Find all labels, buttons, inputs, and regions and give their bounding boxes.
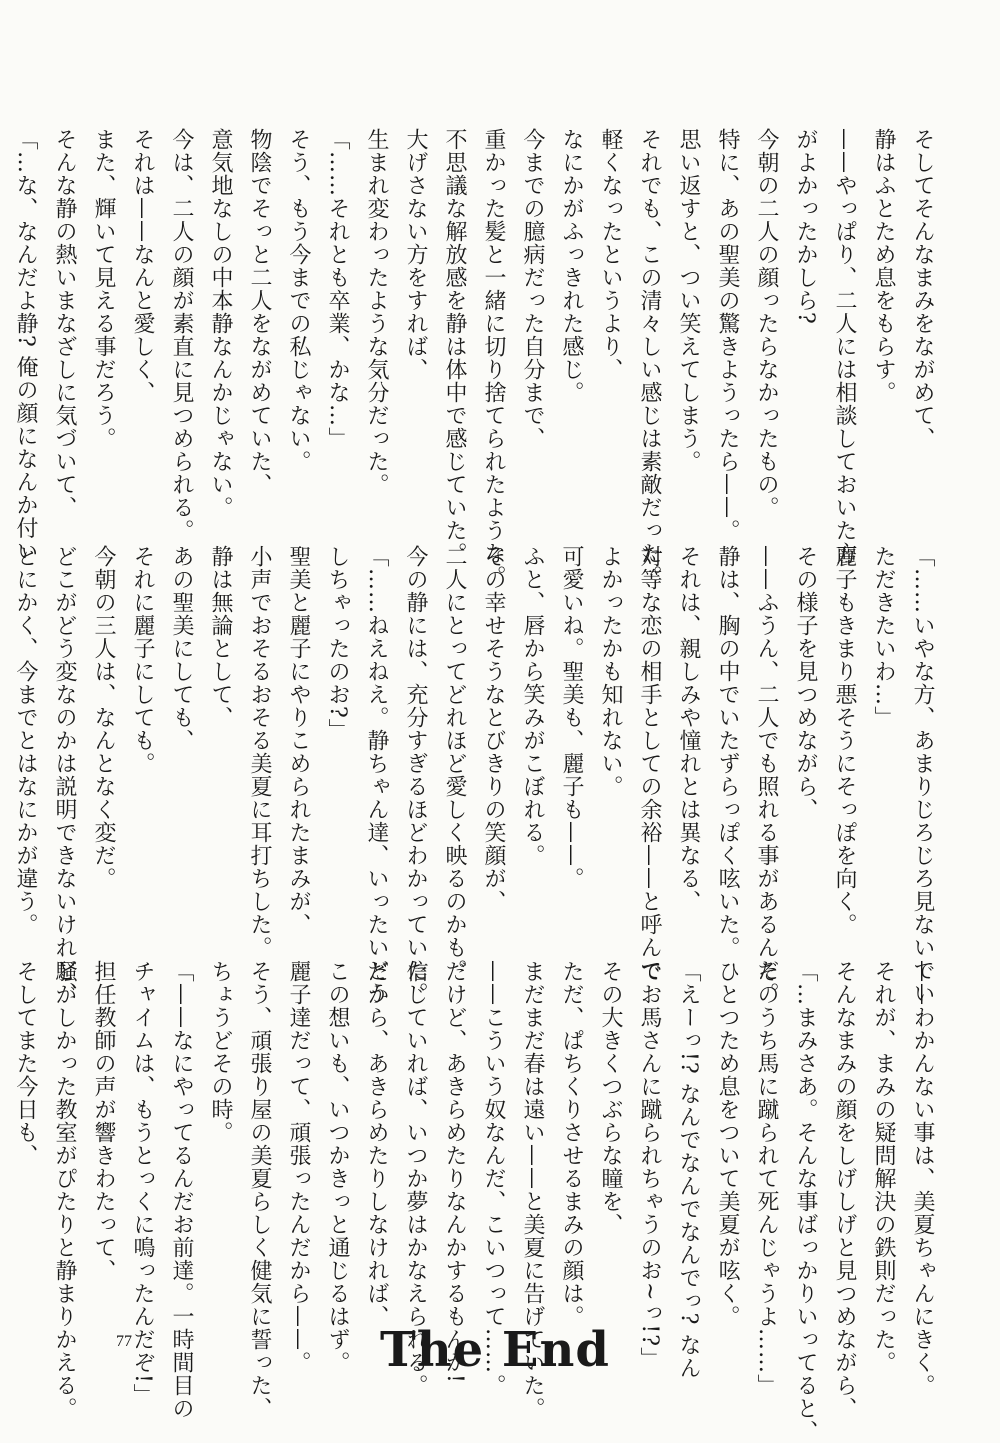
text-line: その大きくつぶらな瞳を、 (598, 960, 623, 1236)
text-line: そのうち馬に蹴られて死んじゃうよ……」 (754, 960, 779, 1397)
text-line: 「えーっ!? なんでなんでなんでっ? なん (676, 960, 701, 1380)
text-line: ——こういう奴なんだ、こいつって……。 (481, 960, 506, 1397)
text-line: それでも、この清々しい感じは素敵だった。 (637, 128, 662, 588)
text-line: あの聖美にしても、 (169, 545, 194, 752)
text-line: とにかく、今までとはなにかが違う。 (13, 545, 38, 936)
text-line: ただ、ぱちくりさせるまみの顔は。 (559, 960, 584, 1328)
text-line: 意気地なしの中本静なんかじゃない。 (208, 128, 233, 519)
text-line: その幸せそうなとびきりの笑顔が、 (481, 545, 506, 913)
text-line: どこがどう変なのかは説明できないけれど、 (52, 545, 77, 1005)
text-line: 聖美と麗子にやりこめられたまみが、 (286, 545, 311, 936)
text-line: それは——なんと愛しく、 (130, 128, 155, 404)
text-line: ただきたいわ…」 (871, 545, 896, 729)
text-line (0, 960, 4, 1443)
text-line: 麗子達だって、頑張ったんだから——。 (286, 960, 311, 1374)
text-line: 「……いやな方、あまりじろじろ見ないでい (910, 545, 935, 1005)
text-line: それが、まみの疑問解決の鉄則だった。 (871, 960, 896, 1374)
text-line: そう、もう今までの私じゃない。 (286, 128, 311, 473)
text-line: ひとつため息をついて美夏が呟く。 (715, 960, 740, 1328)
text-line: しちゃったのお?」 (325, 545, 350, 742)
text-line: 不思議な解放感を静は体中で感じていた。 (442, 128, 467, 565)
text-line: 今朝の三人は、なんとなく変だ。 (91, 545, 116, 890)
text-line: 担任教師の声が響きわたって、 (91, 960, 116, 1282)
text-line: ちょうどその時。 (208, 960, 233, 1144)
text-line: 今までの臆病だった自分まで、 (520, 128, 545, 450)
text-line: 「…な、なんだよ静? 俺の顔になんか付い (13, 128, 38, 563)
text-line: この想いも、いつかきっと通じるはず。 (325, 960, 350, 1374)
text-line: 信じていれば、いつか夢はかなえられる。 (403, 960, 428, 1397)
text-line: 軽くなったというより、 (598, 128, 623, 381)
text-line: そんなまみの顔をしげしげと見つめながら、 (832, 960, 857, 1420)
text-line: ——ふうん、二人でも照れる事があるんだ。 (754, 545, 779, 1005)
text-line: 生まれ変わったような気分だった。 (364, 128, 389, 496)
end-title: The End (380, 1322, 610, 1378)
text-block-upper (0, 128, 940, 588)
text-line: 「…まみさあ。そんな事ばっかりいってると、 (793, 960, 818, 1443)
text-line: また、輝いて見える事だろう。 (91, 128, 116, 450)
text-line: ——やっぱり、二人には相談しておいた方 (832, 128, 857, 565)
text-line (0, 128, 4, 588)
text-line: チャイムは、もうとっくに鳴ったんだぞ!」 (130, 960, 155, 1407)
text-line: そしてまた今日も、 (13, 960, 38, 1167)
text-line: でお馬さんに蹴られちゃうのお~っ!?」 (637, 960, 662, 1371)
text-line: 二人にとってどれほど愛しく映るのかも。 (442, 545, 467, 982)
text-block-middle (0, 545, 940, 1005)
text-line: 思い返すと、つい笑えてしまう。 (676, 128, 701, 473)
text-line: だけど、あきらめたりなんかするもんか! (442, 960, 467, 1384)
text-line: 可愛いね。聖美も、麗子も——。 (559, 545, 584, 890)
text-line: 「——なにやってるんだお前達。一時間目の (169, 960, 194, 1420)
text-line: 騒がしかった教室がぴたりと静まりかえる。 (52, 960, 77, 1420)
text-line (0, 545, 4, 1005)
text-line: 重かった髪と一緒に切り捨てられたような。 (481, 128, 506, 588)
text-line: そんな静の熱いまなざしに気づいて、 (52, 128, 77, 519)
text-line: それに麗子にしても。 (130, 545, 155, 775)
text-line: 「……それとも卒業、かな…」 (325, 128, 350, 450)
text-line: だから、あきらめたりしなければ、 (364, 960, 389, 1328)
text-line: よかったかも知れない。 (598, 545, 623, 798)
text-line: 物陰でそっと二人をながめていた、 (247, 128, 272, 496)
text-line: 「……ねえねえ。静ちゃん達、いったいどう (364, 545, 389, 1005)
text-line: 対等な恋の相手としての余裕——と呼んで (637, 545, 662, 982)
text-line: 小声でおそるおそる美夏に耳打ちした。 (247, 545, 272, 959)
text-line: 静は無論として、 (208, 545, 233, 729)
text-line: 今朝の二人の顔ったらなかったもの。 (754, 128, 779, 519)
text-line: なにかがふっきれた感じ。 (559, 128, 584, 404)
text-line: 今は、二人の顔が素直に見つめられる。 (169, 128, 194, 542)
text-line: そしてそんなまみをながめて、 (910, 128, 935, 450)
text-line: がよかったかしら? (793, 128, 818, 325)
text-line: 特に、あの聖美の驚きようったら——。 (715, 128, 740, 542)
text-line: 静はふとため息をもらす。 (871, 128, 896, 404)
text-line: 麗子もきまり悪そうにそっぽを向く。 (832, 545, 857, 936)
page-number: 77 (116, 1333, 132, 1350)
text-line: ふと、唇から笑みがこぼれる。 (520, 545, 545, 867)
text-line: まだまだ春は遠い——と美夏に告げていた。 (520, 960, 545, 1420)
text-line: それは、親しみや憧れとは異なる、 (676, 545, 701, 913)
text-line: 大げさない方をすれば、 (403, 128, 428, 381)
text-line: そう、頑張り屋の美夏らしく健気に誓った、 (247, 960, 272, 1420)
text-line: その様子を見つめながら、 (793, 545, 818, 821)
text-line: ——わかんない事は、美夏ちゃんにきく。 (910, 960, 935, 1397)
text-line: 静は、胸の中でいたずらっぽく呟いた。 (715, 545, 740, 959)
text-line: 今の静には、充分すぎるほどわかっていた。 (403, 545, 428, 1005)
